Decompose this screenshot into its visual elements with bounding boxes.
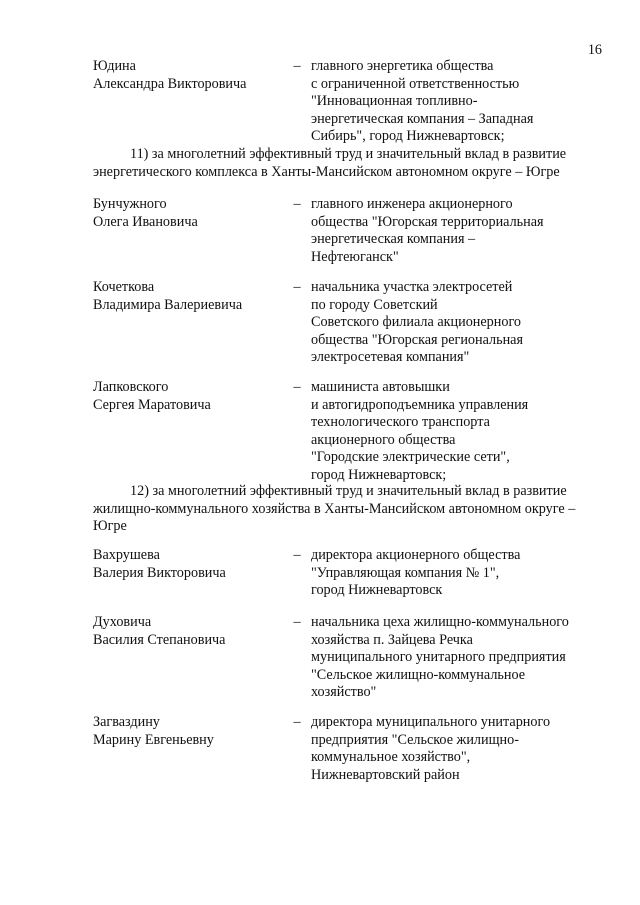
paragraph-line: Югре: [93, 518, 127, 534]
position-line: город Нижневартовск: [311, 582, 443, 598]
position-description: [311, 279, 603, 367]
dash-separator: –: [293, 58, 301, 74]
given-names: Валерия Викторовича: [93, 564, 226, 581]
section-paragraph-11: [93, 146, 603, 181]
position-line: Нефтеюганск": [311, 248, 399, 265]
position-line: коммунальное хозяйство",: [311, 749, 471, 765]
surname: Кочеткова: [93, 279, 155, 295]
position-line: главного инженера акционерного: [311, 196, 513, 212]
position-line: муниципального унитарного предприятия: [311, 649, 566, 665]
given-names: Сергея Маратовича: [93, 396, 211, 413]
position-line: и автогидроподъемника управления: [311, 396, 529, 413]
position-line: энергетическая компания – Западная: [311, 110, 534, 127]
position-line: Сибирь", город Нижневартовск;: [311, 128, 505, 144]
position-line: Советского филиала акционерного: [311, 314, 522, 330]
paragraph-line: 12) за многолетний эффективный труд и значительный вклад в развитие: [130, 483, 567, 499]
position-description: [311, 58, 603, 146]
dash-separator: –: [293, 379, 301, 395]
position-line: электросетевая компания": [311, 349, 470, 365]
position-line: предприятия "Сельское жилищно-: [311, 731, 519, 748]
position-line: акционерного общества: [311, 431, 456, 448]
position-line: хозяйства п. Зайцева Речка: [311, 631, 473, 648]
paragraph-line: энергетического комплекса в Ханты-Мансийском автономном округе – Югре: [93, 163, 560, 180]
position-line: директора акционерного общества: [311, 547, 521, 563]
position-line: начальника цеха жилищно-коммунального: [311, 614, 569, 630]
position-description: [311, 547, 603, 600]
dash-separator: –: [293, 614, 301, 630]
surname: Лапковского: [93, 379, 169, 395]
position-line: машиниста автовышки: [311, 379, 450, 395]
position-line: с ограниченной ответственностью: [311, 75, 520, 92]
position-line: директора муниципального унитарного: [311, 714, 551, 730]
dash-separator: –: [293, 279, 301, 295]
person-name: [93, 196, 288, 231]
person-name: [93, 379, 288, 414]
surname: Загваздину: [93, 714, 160, 730]
person-name: [93, 279, 288, 314]
given-names: Олега Ивановича: [93, 213, 198, 230]
position-line: по городу Советский: [311, 296, 438, 313]
given-names: Василия Степановича: [93, 631, 226, 648]
position-line: общества "Югорская региональная: [311, 331, 523, 348]
dash-separator: –: [293, 547, 301, 563]
surname: Юдина: [93, 58, 136, 74]
person-name: [93, 58, 288, 93]
position-line: хозяйство": [311, 684, 377, 700]
position-line: "Управляющая компания № 1",: [311, 564, 500, 581]
person-name: [93, 547, 288, 582]
position-line: "Инновационная топливно-: [311, 93, 478, 109]
position-description: [311, 614, 603, 702]
position-description: [311, 714, 603, 784]
position-description: [311, 379, 603, 484]
paragraph-line: 11) за многолетний эффективный труд и значительный вклад в развитие: [130, 146, 567, 162]
page-number: 16: [587, 42, 602, 58]
section-paragraph-12: [93, 483, 603, 536]
paragraph-line: жилищно-коммунального хозяйства в Ханты-Мансийском автономном округе –: [93, 500, 576, 517]
position-line: "Сельское жилищно-коммунальное: [311, 666, 526, 683]
surname: Духовича: [93, 614, 152, 630]
position-line: технологического транспорта: [311, 414, 490, 430]
given-names: Владимира Валериевича: [93, 296, 243, 313]
position-line: "Городские электрические сети",: [311, 449, 510, 465]
dash-separator: –: [293, 714, 301, 730]
position-line: начальника участка электросетей: [311, 279, 513, 295]
person-name: [93, 614, 288, 649]
position-line: главного энергетика общества: [311, 58, 494, 74]
dash-separator: –: [293, 196, 301, 212]
given-names: Александра Викторовича: [93, 75, 247, 92]
position-line: Нижневартовский район: [311, 766, 460, 783]
surname: Вахрушева: [93, 547, 160, 563]
given-names: Марину Евгеньевну: [93, 731, 214, 748]
position-description: [311, 196, 603, 266]
position-line: энергетическая компания –: [311, 231, 476, 247]
person-name: [93, 714, 288, 749]
position-line: город Нижневартовск;: [311, 466, 447, 483]
position-line: общества "Югорская территориальная: [311, 213, 544, 230]
surname: Бунчужного: [93, 196, 167, 212]
